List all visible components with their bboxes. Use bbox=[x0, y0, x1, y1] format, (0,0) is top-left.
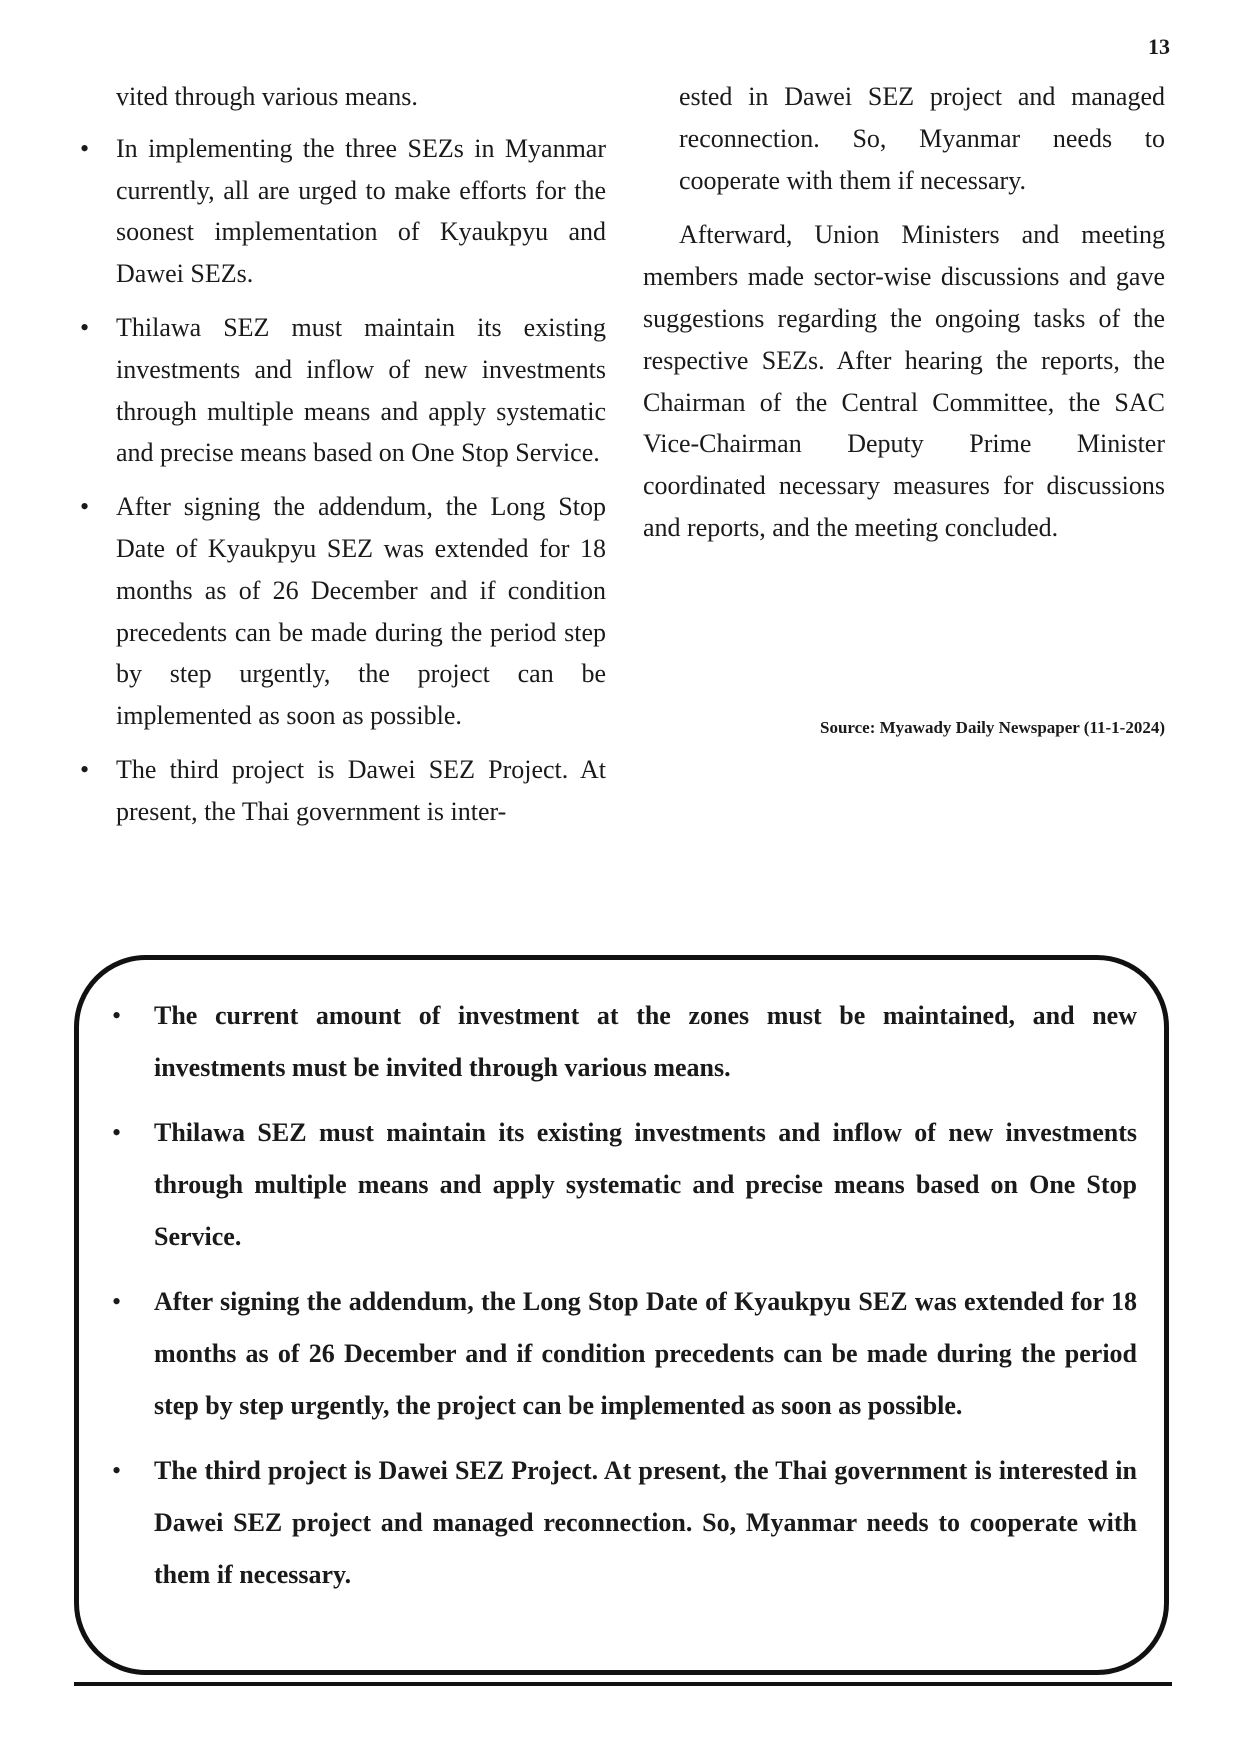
summary-bullet-item: • Thilawa SEZ must maintain its existing investments and inflow of new investments through multiple means and apply systematic and precise means based on One Stop Service. bbox=[112, 1107, 1137, 1263]
right-column-continuation: ested in Dawei SEZ project and managed reconnection. So, Myanmar needs to cooperate with them if necessary. bbox=[679, 82, 1165, 195]
summary-bullet-list bbox=[112, 990, 1137, 1614]
summary-box bbox=[74, 955, 1169, 1675]
left-bullet-list bbox=[80, 128, 606, 833]
left-column-continuation: vited through various means. bbox=[116, 82, 418, 111]
right-column bbox=[643, 76, 1165, 549]
left-bullet-item: • After signing the addendum, the Long Stop Date of Kyaukpyu SEZ was extended for 18 months as of 26 December and if condition precedents can be made during the period step by step urgently, the project can be implemented as soon as possible. bbox=[80, 486, 606, 737]
source-citation: Source: Myawady Daily Newspaper (11-1-2024) bbox=[819, 718, 1165, 737]
summary-bullet-item: • The current amount of investment at the zones must be maintained, and new investments must be invited through various means. bbox=[112, 990, 1137, 1094]
summary-bullet-item: • The third project is Dawei SEZ Project. At present, the Thai government is interested in Dawei SEZ project and managed reconnection. So, Myanmar needs to cooperate with them if necessary. bbox=[112, 1445, 1137, 1601]
left-bullet-item: • Thilawa SEZ must maintain its existing investments and inflow of new investments through multiple means and apply systematic and precise means based on One Stop Service. bbox=[80, 307, 606, 474]
right-column-paragraph: Afterward, Union Ministers and meeting members made sector-wise discussions and gave suggestions regarding the ongoing tasks of the respective SEZs. After hearing the reports, the Chairman of the Central Committee, the SAC Vice-Chairman Deputy Prime Minister coordinated necessary measures for discussions and reports, and the meeting concluded. bbox=[643, 220, 1165, 542]
page-number: 13 bbox=[1148, 34, 1170, 59]
left-bullet-item: • In implementing the three SEZs in Myanmar currently, all are urged to make efforts for the soonest implementation of Kyaukpyu and Dawei SEZs. bbox=[80, 128, 606, 295]
left-column bbox=[80, 76, 606, 845]
left-bullet-item: • The third project is Dawei SEZ Project. At present, the Thai government is inter- bbox=[80, 749, 606, 833]
bottom-divider bbox=[74, 1682, 1172, 1686]
summary-bullet-item: • After signing the addendum, the Long Stop Date of Kyaukpyu SEZ was extended for 18 months as of 26 December and if condition precedents can be made during the period step by step urgently, the project can be implemented as soon as possible. bbox=[112, 1276, 1137, 1432]
